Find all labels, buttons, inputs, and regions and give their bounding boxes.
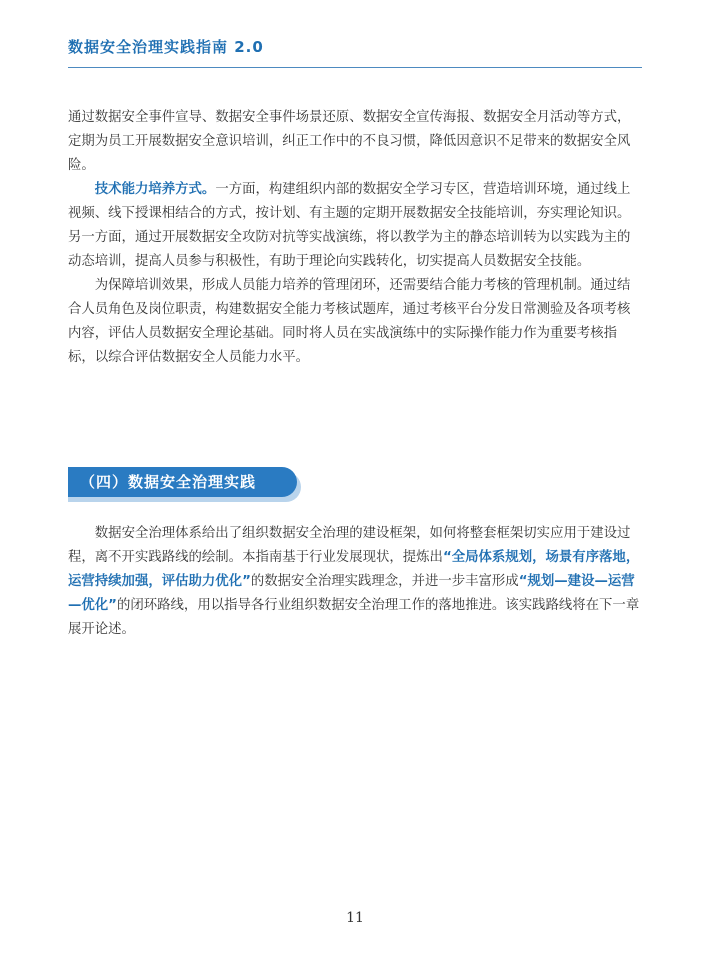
- emphasis-technical-training: 技术能力培养方式。: [94, 182, 216, 197]
- paragraph-practice-text-c: 的闭环路线，用以指导各行业组织数据安全治理工作的落地推进。该实践路线将在下一章展开论述。: [68, 598, 640, 637]
- paragraph-practice: [68, 522, 642, 642]
- header-divider: [68, 67, 642, 68]
- paragraph-assessment: 为保障培训效果，形成人员能力培养的管理闭环，还需要结合能力考核的管理机制。通过结合人员角色及岗位职责，构建数据安全能力考核试题库，通过考核平台分发日常测验及各项考核内容，评估人员数据安全理论基础。同时将人员在实战演练中的实际操作能力作为重要考核指标，以综合评估数据安全人员能力水平。: [68, 278, 631, 365]
- section-body-practice: [68, 522, 642, 642]
- section-body-training: [68, 106, 642, 370]
- paragraph-technical-training-text: 一方面，构建组织内部的数据安全学习专区，营造培训环境，通过线上视频、线下授课相结合的方式，按计划、有主题的定期开展数据安全技能培训，夯实理论知识。另一方面，通过开展数据安全攻防对抗等实战演练，将以教学为主的静态培训转为以实践为主的动态培训，提高人员参与积极性，有助于理论向实践转化，切实提高人员数据安全技能。: [68, 182, 631, 269]
- section-heading: （四）数据安全治理实践: [68, 467, 297, 497]
- paragraph-practice-text-b: 的数据安全治理实践理念，并进一步丰富形成: [250, 574, 519, 589]
- page-number: 11: [346, 910, 364, 926]
- running-header-title: 数据安全治理实践指南 2.0: [68, 38, 264, 56]
- emphasis-closed-loop-route: “规划—建设—运营—优化”: [68, 574, 635, 613]
- emphasis-practice-concept: “全局体系规划，场景有序落地，运营持续加强，评估助力优化”: [68, 550, 640, 589]
- paragraph-practice-text-a: 数据安全治理体系给出了组织数据安全治理的建设框架，如何将整套框架切实应用于建设过程，离不开实践路线的绘制。本指南基于行业发展现状，提炼出: [68, 526, 631, 565]
- paragraph-awareness-training: 通过数据安全事件宣导、数据安全事件场景还原、数据安全宣传海报、数据安全月活动等方式，定期为员工开展数据安全意识培训，纠正工作中的不良习惯，降低因意识不足带来的数据安全风险。: [68, 110, 631, 173]
- paragraph-technical-training: [68, 178, 642, 274]
